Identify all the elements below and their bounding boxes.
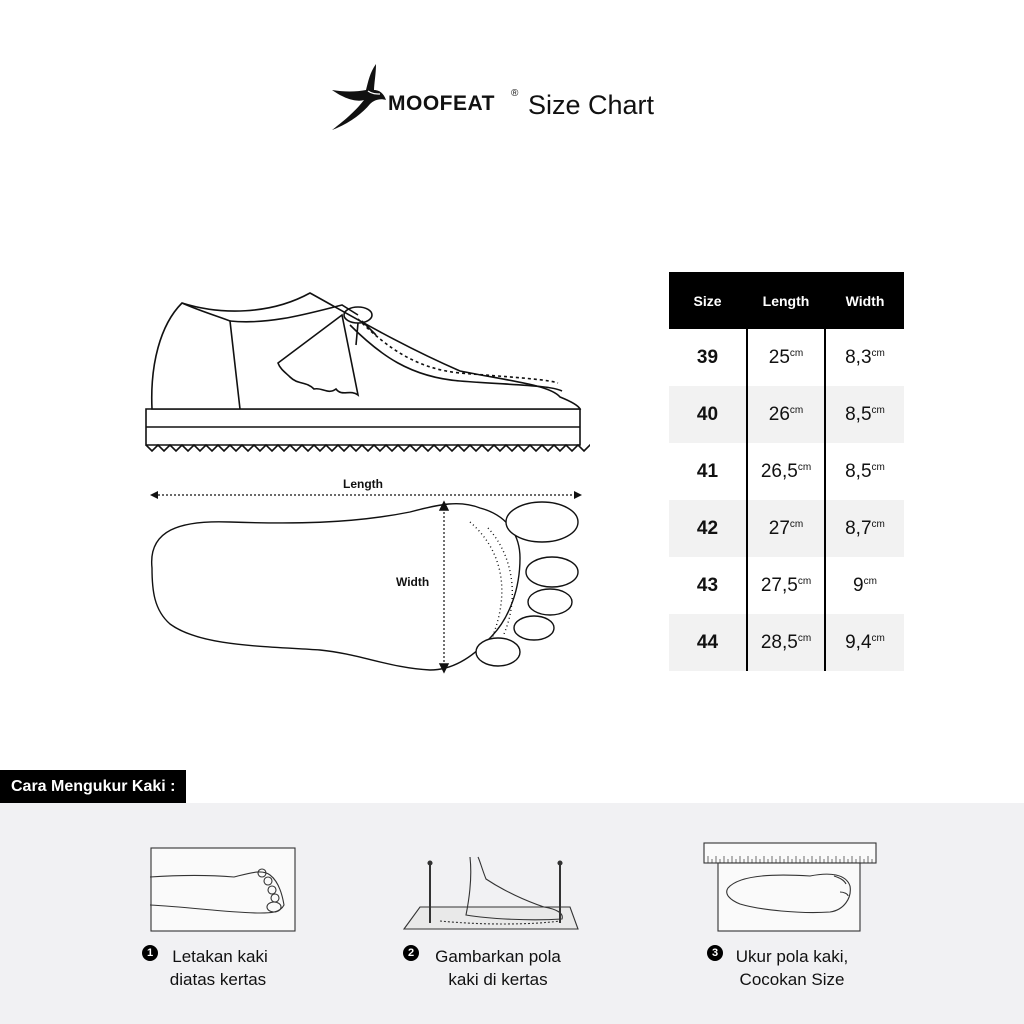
length-cell (747, 500, 825, 557)
width-cell (825, 500, 904, 557)
width-value: 8,3 (845, 346, 872, 368)
width-cell (825, 329, 904, 386)
unit: cm (789, 347, 804, 359)
table-row (669, 443, 904, 500)
length-value: 28,5 (760, 631, 798, 653)
size-cell: 44 (669, 614, 747, 671)
size-cell: 42 (669, 500, 747, 557)
length-cell (747, 443, 825, 500)
step-3-line1: Ukur pola kaki, (735, 947, 849, 966)
brand-name: MOOFEAT (388, 92, 495, 115)
step-3-line2: Cocokan Size (739, 970, 845, 989)
step-3-number: 3 (707, 945, 723, 961)
unit: cm (789, 518, 804, 530)
size-cell: 43 (696, 574, 719, 596)
width-value: 8,7 (845, 517, 872, 539)
ruler-measure-icon (700, 840, 880, 935)
length-label: Length (343, 477, 383, 491)
unit: cm (789, 404, 804, 416)
unit: cm (797, 575, 812, 587)
width-cell (825, 443, 904, 500)
length-value: 27 (768, 517, 790, 539)
step-2-number: 2 (403, 945, 419, 961)
unit: cm (797, 461, 812, 473)
size-table (669, 272, 904, 671)
page-title: Size Chart (528, 90, 655, 120)
shoe-side-illustration (130, 285, 590, 470)
step-1-line2: diatas kertas (169, 970, 267, 989)
length-cell (747, 614, 825, 671)
table-header-row (669, 272, 904, 329)
length-cell (747, 386, 825, 443)
table-row (669, 500, 904, 557)
howto-label: Cara Mengukur Kaki : (0, 770, 186, 803)
width-cell (825, 614, 904, 671)
unit: cm (871, 404, 885, 416)
size-cell: 41 (696, 460, 719, 482)
length-value: 27,5 (760, 574, 798, 596)
table-row (669, 329, 904, 386)
length-cell (747, 329, 825, 386)
swallow-logo-icon (328, 60, 390, 136)
unit: cm (871, 632, 885, 644)
width-cell (825, 386, 904, 443)
header-width: Width (825, 272, 904, 329)
table-row (669, 614, 904, 671)
foot-sole-illustration (140, 478, 600, 688)
table-row (669, 386, 904, 443)
length-value: 26,5 (760, 460, 798, 482)
unit: cm (871, 461, 885, 473)
width-value: 9 (853, 574, 864, 596)
width-cell (825, 557, 904, 614)
width-label: Width (396, 575, 430, 589)
unit: cm (871, 518, 885, 530)
width-value: 8,5 (845, 403, 872, 425)
step-2-line1: Gambarkan pola (435, 947, 561, 966)
step-1-number: 1 (142, 945, 158, 961)
unit: cm (797, 632, 812, 644)
unit: cm (863, 575, 877, 587)
table-row (669, 557, 904, 614)
header-size: Size (669, 272, 747, 329)
trace-foot-icon (400, 855, 580, 933)
length-cell (747, 557, 825, 614)
width-value: 8,5 (845, 460, 872, 482)
size-cell: 40 (669, 386, 747, 443)
width-value: 9,4 (845, 631, 872, 653)
step-1-line1: Letakan kaki (172, 947, 268, 966)
registered-mark: ® (511, 88, 519, 99)
step-2-line2: kaki di kertas (448, 970, 548, 989)
unit: cm (871, 347, 885, 359)
size-cell: 39 (696, 346, 719, 368)
header-length: Length (747, 272, 825, 329)
foot-on-paper-icon (150, 847, 296, 932)
length-value: 25 (768, 346, 790, 368)
length-value: 26 (768, 403, 790, 425)
